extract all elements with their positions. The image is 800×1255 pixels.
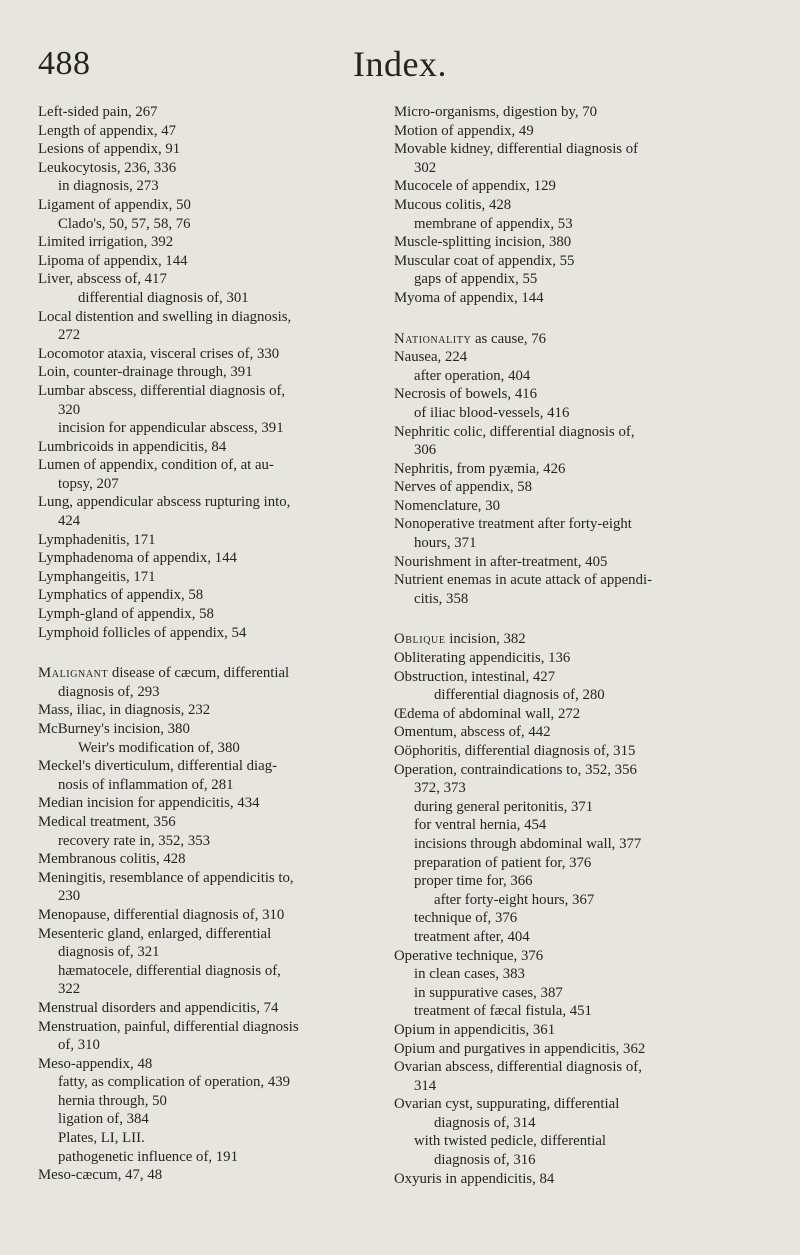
- index-entry: [38, 1129, 378, 1148]
- index-entry-text: Mesenteric gland, enlarged, differential: [38, 925, 272, 942]
- index-entry-text: Liver, abscess of, 417: [38, 271, 167, 288]
- index-entry-text: Menstrual disorders and appendicitis, 74: [38, 999, 279, 1016]
- index-entry: [38, 252, 378, 271]
- index-entry: [394, 460, 740, 479]
- index-entry: [394, 348, 740, 367]
- index-entry: [394, 423, 740, 442]
- index-entry-text: Meso-appendix, 48: [38, 1055, 153, 1072]
- index-entry-text: Membranous colitis, 428: [38, 851, 186, 868]
- index-entry-text: Nonoperative treatment after forty-eight: [394, 516, 632, 533]
- index-entry-text: Obliterating appendicitis, 136: [394, 650, 571, 667]
- index-entry-text: membrane of appendix, 53: [414, 215, 573, 232]
- index-entry-text: Medical treatment, 356: [38, 813, 176, 830]
- index-entry-text: 314: [414, 1077, 437, 1094]
- index-entry: [394, 330, 740, 349]
- index-entry-text: Micro-organisms, digestion by, 70: [394, 104, 598, 120]
- index-entry-text: Mucous colitis, 428: [394, 196, 512, 213]
- index-entry-text: pathogenetic influence of, 191: [58, 1148, 238, 1165]
- index-entry: [394, 252, 740, 271]
- index-entry-text: Meningitis, resemblance of appendicitis to,: [38, 869, 294, 886]
- index-entry-text: 306: [414, 442, 437, 459]
- index-entry-text: Mucocele of appendix, 129: [394, 178, 556, 195]
- index-entry-text: 424: [58, 513, 81, 530]
- index-entry-text: Lymphadenoma of appendix, 144: [38, 550, 237, 567]
- index-entry: [38, 549, 378, 568]
- index-entry-text: Movable kidney, differential diagnosis of: [394, 141, 639, 158]
- index-entry-text: incision for appendicular abscess, 391: [58, 420, 284, 437]
- index-entry: [38, 382, 378, 401]
- page-header: [0, 44, 800, 84]
- index-entry: [394, 909, 740, 928]
- index-entry: [394, 385, 740, 404]
- index-entry-text: Nomenclature, 30: [394, 497, 501, 514]
- index-entry-text: diagnosis of, 321: [58, 944, 160, 961]
- index-entry: [38, 701, 378, 720]
- index-entry: [394, 196, 740, 215]
- index-entry: [38, 177, 378, 196]
- index-entry: [394, 553, 740, 572]
- index-entry: [394, 159, 740, 178]
- index-entry: [38, 683, 378, 702]
- index-entry: [38, 869, 378, 888]
- index-entry-text: Lumen of appendix, condition of, at au-: [38, 457, 274, 474]
- index-entry: [38, 103, 378, 122]
- index-entry-text: proper time for, 366: [414, 873, 533, 890]
- index-entry-text: with twisted pedicle, differential: [414, 1133, 607, 1150]
- index-entry: [394, 947, 740, 966]
- index-entry-text: diagnosis of, 316: [434, 1152, 536, 1169]
- index-column-right: [394, 103, 740, 1188]
- index-entry-text: Lumbricoids in appendicitis, 84: [38, 438, 227, 455]
- index-entry-text: Nutrient enemas in acute attack of appendi-: [394, 572, 653, 589]
- index-entry: [38, 475, 378, 494]
- index-entry-text: Locomotor ataxia, visceral crises of, 330: [38, 345, 280, 362]
- index-entry-text: Loin, counter-drainage through, 391: [38, 364, 253, 381]
- index-entry: [394, 478, 740, 497]
- index-entry: [394, 1002, 740, 1021]
- index-entry-text: in diagnosis, 273: [58, 178, 159, 195]
- index-entry: [38, 586, 378, 605]
- index-entry: [394, 571, 740, 590]
- index-entry: [394, 723, 740, 742]
- index-entry-text: Opium in appendicitis, 361: [394, 1021, 556, 1038]
- index-entry-text: Nausea, 224: [394, 349, 468, 366]
- index-entry-text: Weir's modification of, 380: [78, 739, 240, 756]
- index-entry-text: incisions through abdominal wall, 377: [414, 835, 642, 852]
- index-entry-text: Length of appendix, 47: [38, 122, 177, 139]
- index-entry-text: hæmatocele, differential diagnosis of,: [58, 962, 281, 979]
- index-entry-text: incision, 382: [445, 631, 526, 648]
- index-entry: [394, 835, 740, 854]
- index-entry: [38, 326, 378, 345]
- index-letter-lead: Oblique: [394, 631, 446, 648]
- index-entry-text: Oöphoritis, differential diagnosis of, 315: [394, 743, 636, 759]
- index-column-left: [38, 103, 378, 1185]
- index-entry: [38, 720, 378, 739]
- page-title: Index.: [353, 44, 447, 84]
- index-entry: [394, 742, 740, 761]
- index-entry: [38, 1055, 378, 1074]
- index-entry-text: treatment of fæcal fistula, 451: [414, 1003, 592, 1020]
- index-entry: [38, 196, 378, 215]
- index-entry-text: in suppurative cases, 387: [414, 984, 563, 1001]
- index-entry: [394, 534, 740, 553]
- index-entry: [38, 531, 378, 550]
- index-entry-text: citis, 358: [414, 590, 469, 607]
- index-entry-text: hernia through, 50: [58, 1092, 167, 1109]
- index-entry-text: Clado's, 50, 57, 58, 76: [58, 215, 191, 232]
- index-entry-text: McBurney's incision, 380: [38, 721, 190, 737]
- index-entry-text: Nourishment in after-treatment, 405: [394, 553, 608, 570]
- index-entry: [38, 233, 378, 252]
- index-entry: [394, 1077, 740, 1096]
- index-entry-text: Lymphatics of appendix, 58: [38, 587, 204, 604]
- index-entry-text: in clean cases, 383: [414, 966, 525, 983]
- index-entry: [394, 140, 740, 159]
- index-entry: [38, 215, 378, 234]
- index-entry-text: Lung, appendicular abscess rupturing into,: [38, 494, 291, 511]
- index-entry-text: of iliac blood-vessels, 416: [414, 404, 570, 421]
- index-entry: [38, 122, 378, 141]
- index-entry: [394, 1095, 740, 1114]
- index-entry: [394, 984, 740, 1003]
- index-entry-text: Motion of appendix, 49: [394, 122, 534, 139]
- index-entry: [38, 1092, 378, 1111]
- index-entry: [394, 441, 740, 460]
- index-letter-lead: Malignant: [38, 665, 109, 682]
- index-entry-text: Muscular coat of appendix, 55: [394, 252, 575, 269]
- index-entry: [394, 872, 740, 891]
- index-entry: [38, 943, 378, 962]
- index-entry: [38, 850, 378, 869]
- index-entry: [38, 962, 378, 981]
- index-entry-text: recovery rate in, 352, 353: [58, 832, 211, 849]
- index-entry-text: as cause, 76: [471, 330, 547, 347]
- index-entry: [394, 891, 740, 910]
- index-entry: [394, 590, 740, 609]
- index-entry-text: Necrosis of bowels, 416: [394, 386, 538, 403]
- index-entry-text: Meckel's diverticulum, differential diag-: [38, 758, 278, 775]
- index-entry: [38, 1018, 378, 1037]
- index-entry: [38, 624, 378, 643]
- index-entry: [38, 493, 378, 512]
- index-entry: [394, 1170, 740, 1189]
- index-entry-text: fatty, as complication of operation, 439: [58, 1074, 291, 1091]
- index-entry: [394, 103, 740, 122]
- index-entry-text: 322: [58, 981, 81, 998]
- index-entry: [38, 401, 378, 420]
- index-entry: [394, 233, 740, 252]
- index-entry-text: Limited irrigation, 392: [38, 234, 174, 251]
- index-entry: [394, 404, 740, 423]
- index-entry-text: 320: [58, 401, 81, 418]
- index-entry-text: differential diagnosis of, 280: [434, 687, 605, 704]
- index-entry: [38, 664, 378, 683]
- index-entry: [38, 568, 378, 587]
- page-number: 488: [38, 45, 91, 82]
- index-entry-text: Ligament of appendix, 50: [38, 196, 191, 213]
- index-entry: [394, 686, 740, 705]
- index-entry: [38, 419, 378, 438]
- index-entry: [38, 159, 378, 178]
- index-entry-text: diagnosis of, 314: [434, 1114, 536, 1131]
- index-entry-text: 372, 373: [414, 780, 466, 797]
- index-entry-text: Local distention and swelling in diagnosis,: [38, 308, 292, 325]
- index-entry-text: treatment after, 404: [414, 928, 530, 945]
- index-entry-text: preparation of patient for, 376: [414, 854, 592, 871]
- index-entry-text: Omentum, abscess of, 442: [394, 724, 551, 741]
- index-entry-text: Myoma of appendix, 144: [394, 289, 544, 306]
- index-entry-text: Lumbar abscess, differential diagnosis of,: [38, 382, 286, 399]
- index-entry: [38, 605, 378, 624]
- index-entry-text: Lymphoid follicles of appendix, 54: [38, 624, 247, 641]
- index-entry-text: Operative technique, 376: [394, 947, 544, 964]
- index-entry: [38, 813, 378, 832]
- index-entry: [394, 1132, 740, 1151]
- index-entry: [394, 1114, 740, 1133]
- index-entry: [38, 980, 378, 999]
- index-entry-text: Oxyuris in appendicitis, 84: [394, 1170, 555, 1187]
- index-entry: [38, 906, 378, 925]
- index-entry: [394, 215, 740, 234]
- index-entry-text: for ventral hernia, 454: [414, 817, 547, 834]
- index-entry-text: topsy, 207: [58, 475, 119, 492]
- index-entry-text: Opium and purgatives in appendicitis, 362: [394, 1040, 646, 1057]
- index-entry-text: Lymphadenitis, 171: [38, 531, 156, 548]
- index-entry: [38, 832, 378, 851]
- index-entry: [38, 925, 378, 944]
- index-entry: [38, 1036, 378, 1055]
- index-entry: [38, 456, 378, 475]
- index-entry: [38, 999, 378, 1018]
- index-entry-text: after forty-eight hours, 367: [434, 891, 595, 908]
- index-entry-text: Left-sided pain, 267: [38, 104, 158, 120]
- index-entry: [394, 854, 740, 873]
- index-entry-text: 272: [58, 327, 81, 344]
- index-entry: [394, 668, 740, 687]
- index-entry-text: after operation, 404: [414, 367, 531, 384]
- index-entry-text: Operation, contraindications to, 352, 356: [394, 761, 637, 778]
- index-entry: [394, 1021, 740, 1040]
- index-entry-text: Ovarian cyst, suppurating, differential: [394, 1096, 620, 1113]
- index-entry-text: Œdema of abdominal wall, 272: [394, 705, 581, 722]
- index-entry-text: Ovarian abscess, differential diagnosis of,: [394, 1059, 642, 1076]
- index-entry: [38, 308, 378, 327]
- index-entry: [38, 1166, 378, 1185]
- index-entry: [38, 757, 378, 776]
- index-entry: [394, 928, 740, 947]
- index-entry: [38, 289, 378, 308]
- index-entry: [38, 1073, 378, 1092]
- index-entry: [38, 345, 378, 364]
- index-entry-text: Plates, LI, LII.: [58, 1130, 145, 1147]
- index-entry-text: ligation of, 384: [58, 1111, 149, 1128]
- index-entry-text: Lesions of appendix, 91: [38, 141, 181, 158]
- index-entry: [394, 1040, 740, 1059]
- index-entry: [394, 367, 740, 386]
- index-entry-text: differential diagnosis of, 301: [78, 289, 249, 306]
- index-entry: [394, 779, 740, 798]
- index-entry: [394, 705, 740, 724]
- index-entry: [394, 177, 740, 196]
- index-entry: [38, 438, 378, 457]
- index-entry-text: Lymphangeitis, 171: [38, 568, 156, 585]
- index-entry-text: nosis of inflammation of, 281: [58, 776, 234, 793]
- index-entry: [38, 512, 378, 531]
- index-entry-text: Muscle-splitting incision, 380: [394, 234, 572, 251]
- index-entry: [394, 122, 740, 141]
- index-entry: [38, 887, 378, 906]
- index-entry-text: Menstruation, painful, differential diagnosis: [38, 1018, 299, 1035]
- index-entry-text: 230: [58, 888, 81, 905]
- index-entry: [38, 363, 378, 382]
- index-letter-lead: Nationality: [394, 330, 472, 347]
- index-entry: [38, 739, 378, 758]
- index-entry: [394, 289, 740, 308]
- index-entry: [394, 1151, 740, 1170]
- index-entry-text: Lipoma of appendix, 144: [38, 252, 188, 269]
- index-entry: [394, 630, 740, 649]
- index-entry: [38, 1148, 378, 1167]
- index-entry-text: diagnosis of, 293: [58, 683, 160, 700]
- index-entry: [38, 140, 378, 159]
- index-entry: [38, 794, 378, 813]
- index-entry-text: Nephritis, from pyæmia, 426: [394, 460, 566, 477]
- index-entry: [38, 270, 378, 289]
- index-entry-text: gaps of appendix, 55: [414, 271, 538, 288]
- index-entry: [394, 649, 740, 668]
- index-entry-text: Lymph-gland of appendix, 58: [38, 606, 214, 623]
- index-entry-text: Menopause, differential diagnosis of, 310: [38, 906, 285, 923]
- index-entry-text: technique of, 376: [414, 910, 518, 927]
- index-entry: [394, 816, 740, 835]
- index-entry-text: Nephritic colic, differential diagnosis of,: [394, 423, 635, 440]
- index-entry: [394, 761, 740, 780]
- index-entry-text: Nerves of appendix, 58: [394, 479, 533, 496]
- index-entry-text: hours, 371: [414, 535, 477, 552]
- index-entry-text: Leukocytosis, 236, 336: [38, 159, 177, 176]
- index-entry: [394, 270, 740, 289]
- index-entry-text: 302: [414, 159, 437, 176]
- index-entry: [394, 1058, 740, 1077]
- index-entry: [38, 776, 378, 795]
- index-entry: [394, 497, 740, 516]
- index-entry-text: Obstruction, intestinal, 427: [394, 668, 556, 685]
- index-entry: [394, 515, 740, 534]
- index-entry: [394, 798, 740, 817]
- index-entry: [394, 965, 740, 984]
- index-entry-text: disease of cæcum, differential: [108, 665, 290, 682]
- index-entry: [38, 1110, 378, 1129]
- index-entry-text: during general peritonitis, 371: [414, 798, 594, 815]
- index-entry-text: Mass, iliac, in diagnosis, 232: [38, 702, 211, 719]
- index-entry-text: of, 310: [58, 1037, 100, 1054]
- index-entry-text: Meso-cæcum, 47, 48: [38, 1167, 163, 1184]
- index-entry-text: Median incision for appendicitis, 434: [38, 795, 260, 812]
